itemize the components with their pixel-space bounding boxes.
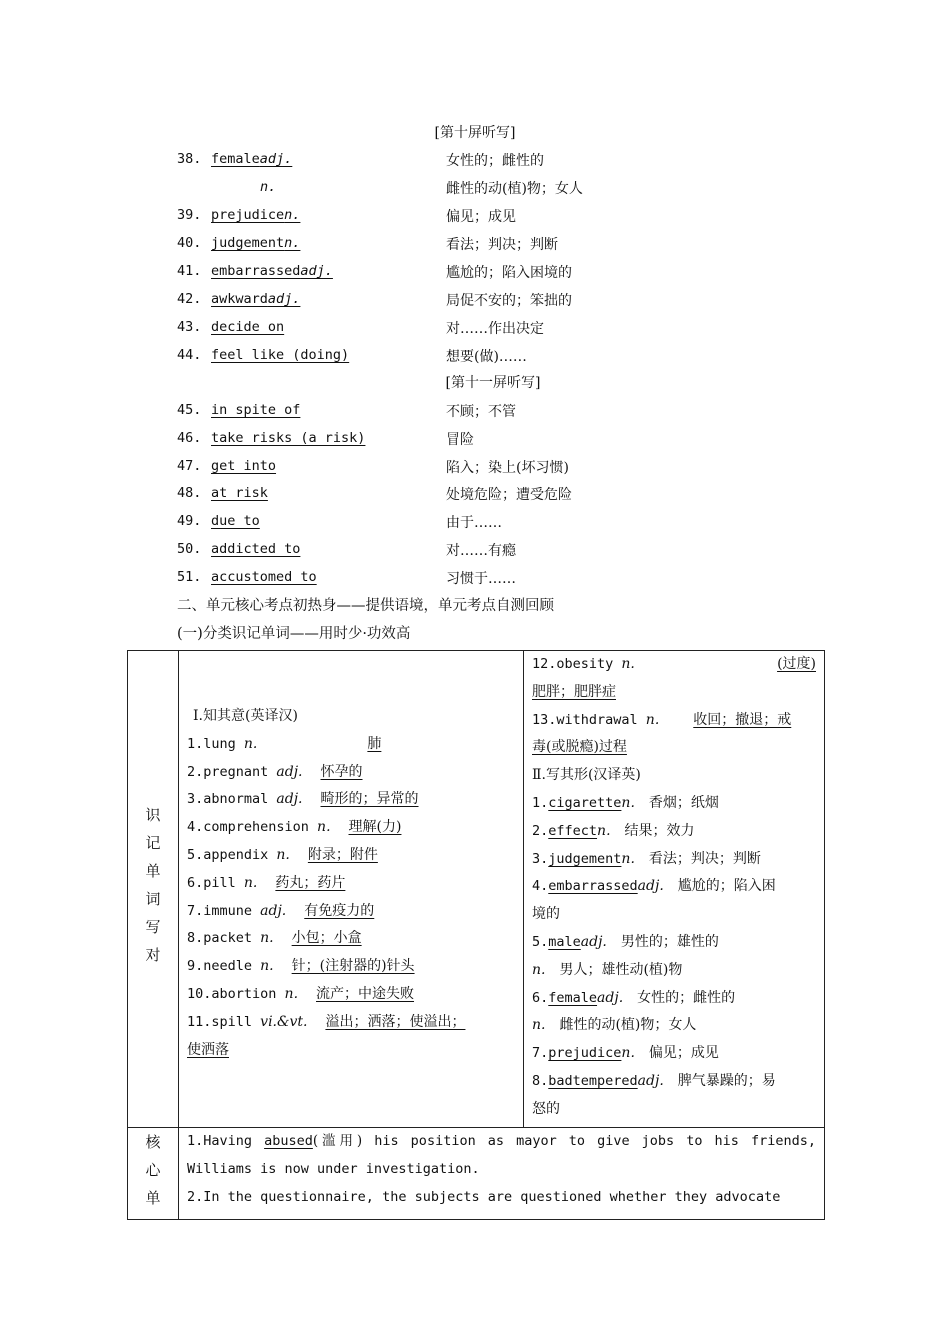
right-top-item — [532, 651, 816, 679]
item-english: at risk — [211, 485, 268, 502]
item-number: 45. — [177, 402, 202, 418]
right-column — [524, 651, 825, 1128]
word: 2.pregnant — [187, 763, 277, 780]
right-item — [532, 929, 816, 957]
item-number: 2. — [532, 822, 549, 839]
part-of-speech: n. — [260, 179, 277, 195]
term: decide on — [211, 319, 285, 335]
term: judgement — [211, 235, 285, 251]
item-number: 48. — [177, 485, 202, 502]
item-english — [211, 151, 292, 167]
item-english: addicted to — [211, 541, 301, 557]
item-number: 5. — [532, 933, 549, 950]
chinese: 看法；判决；判断 — [648, 850, 761, 867]
right-top-item — [532, 707, 816, 735]
term: feel like (doing) — [211, 347, 350, 363]
side-label-recite — [128, 651, 179, 1128]
left-item — [187, 842, 515, 870]
part-of-speech: adj. — [259, 151, 293, 167]
part-of-speech: n. — [260, 930, 274, 947]
chinese-continued: 境的 — [532, 906, 560, 923]
chinese: 尴尬的；陷入困 — [677, 878, 776, 895]
part-of-speech: n. — [621, 794, 635, 811]
answer: badtempered — [548, 1072, 638, 1089]
left-item — [187, 898, 515, 926]
word: 9.needle — [187, 958, 261, 975]
side-char: 对 — [145, 946, 161, 964]
side-char: 写 — [145, 918, 161, 936]
side-char: 词 — [145, 890, 161, 908]
item-number: 7. — [532, 1045, 549, 1062]
chinese: 女性的；雌性的 — [637, 989, 736, 1006]
item-chinese: 想要(做)…… — [446, 349, 527, 365]
item-english: take risks (a risk) — [211, 429, 366, 446]
term: prejudice — [211, 207, 285, 223]
part-of-speech: adj. — [580, 933, 607, 950]
item-chinese: 看法；判决；判断 — [446, 237, 558, 253]
term: female — [211, 151, 260, 167]
right-item — [532, 1068, 816, 1096]
word: 1.lung — [187, 735, 244, 752]
item-chinese: 偏见；成见 — [446, 209, 516, 225]
answer: 怀孕的 — [320, 763, 363, 780]
item-number: 38. — [177, 151, 202, 167]
item-chinese: 雌性的动(植)物；女人 — [446, 181, 583, 197]
word: 7.immune — [187, 902, 261, 919]
right-item — [532, 1040, 816, 1068]
part-of-speech: n. — [621, 1045, 635, 1062]
right-title: Ⅱ.写其形(汉译英) — [532, 767, 641, 784]
item-chinese: 不顾；不管 — [446, 404, 516, 420]
item-number: 50. — [177, 541, 202, 557]
left-item — [187, 814, 515, 842]
item-number: 47. — [177, 457, 202, 474]
left-item — [187, 759, 515, 787]
answer: 理解(力) — [348, 819, 402, 836]
left-item — [187, 870, 515, 898]
item-english — [211, 207, 300, 223]
side-char: 心 — [145, 1161, 161, 1179]
item-english — [260, 179, 276, 195]
left-item — [187, 925, 515, 953]
word: 4.comprehension — [187, 819, 318, 836]
item-number: 43. — [177, 319, 202, 335]
item-number: 42. — [177, 291, 202, 307]
answer: 溢出；洒落；使溢出； — [325, 1013, 466, 1030]
sentence-2: 2.In the questionnaire, the subjects are questioned whether they advocate — [187, 1188, 781, 1205]
item-number: 39. — [177, 207, 202, 223]
part-of-speech: n. — [597, 822, 611, 839]
left-item — [187, 953, 515, 981]
chinese: 香烟；纸烟 — [648, 794, 719, 811]
part-of-speech: n. — [621, 656, 635, 672]
chinese: 结果；效力 — [624, 822, 695, 839]
item-number: 4. — [532, 878, 549, 895]
chinese: 男人；雄性动(植)物 — [559, 961, 683, 978]
right-item-line2 — [532, 1012, 816, 1040]
chinese: 雌性的动(植)物；女人 — [559, 1017, 697, 1034]
left-item — [187, 786, 515, 814]
left-item — [187, 981, 515, 1009]
part-of-speech: n. — [284, 207, 301, 223]
right-item — [532, 985, 816, 1013]
item-chinese: 尴尬的；陷入困境的 — [446, 265, 572, 281]
item-english — [211, 263, 333, 279]
word: 11.spill — [187, 1013, 261, 1030]
part-of-speech: n. — [260, 958, 274, 975]
left-title: Ⅰ.知其意(英译汉) — [193, 708, 298, 724]
term: embarrassed — [211, 263, 301, 279]
answer: 药丸；药片 — [275, 874, 346, 891]
item-chinese: 对……作出决定 — [446, 321, 544, 337]
part-of-speech: n. — [276, 846, 290, 863]
right-item — [532, 873, 816, 901]
right-item — [532, 818, 816, 846]
item-chinese: 陷入；染上(坏习惯) — [446, 459, 569, 476]
item-chinese: 习惯于…… — [446, 570, 516, 587]
chinese: 脾气暴躁的；易 — [677, 1072, 776, 1089]
side-char: 记 — [145, 834, 161, 852]
part-of-speech: vi.&vt. — [260, 1013, 308, 1030]
vocab-table — [127, 650, 825, 1220]
item-chinese: 处境危险；遭受危险 — [446, 487, 572, 504]
answer: 肺 — [367, 735, 382, 752]
answer: 有免疫力的 — [304, 902, 375, 919]
item-number: 8. — [532, 1072, 549, 1089]
part2-heading: 二、单元核心考点初热身——提供语境，单元考点自测回顾 — [177, 598, 554, 614]
answer: prejudice — [548, 1045, 622, 1062]
part-of-speech: adj. — [597, 989, 624, 1006]
answer: (过度) — [777, 656, 816, 672]
answer: 附录；附件 — [307, 846, 378, 863]
item-english — [211, 235, 300, 251]
answer: 畸形的；异常的 — [320, 791, 419, 808]
item-number: 40. — [177, 235, 202, 251]
part-of-speech: n. — [532, 961, 546, 978]
left-column — [179, 651, 524, 1128]
chinese: 偏见；成见 — [648, 1045, 719, 1062]
sentence-1: 1.Having abused(滥用) his position as mayor to give jobs to his friends, Williams is now under investigation. — [187, 1133, 816, 1177]
part-of-speech: n. — [645, 711, 660, 728]
word: 8.packet — [187, 930, 261, 947]
answer: 收回；撤退；戒 — [693, 711, 792, 728]
item-english: accustomed to — [211, 568, 317, 585]
part-of-speech: adj. — [260, 902, 287, 919]
part-of-speech: n. — [317, 819, 331, 836]
item-chinese: 对……有瘾 — [446, 543, 516, 559]
answer: cigarette — [548, 794, 622, 811]
answer: 小包；小盒 — [291, 930, 362, 947]
part-of-speech: adj. — [637, 878, 664, 895]
item-english: get into — [211, 457, 277, 474]
right-item — [532, 790, 816, 818]
side-char: 核 — [145, 1133, 161, 1151]
answer: female — [548, 989, 598, 1006]
answer-continued: 使洒落 — [187, 1041, 229, 1058]
word: 3.abnormal — [187, 791, 277, 808]
answer-abused: abused — [264, 1133, 313, 1149]
part-of-speech: n. — [243, 735, 258, 752]
answer: judgement — [548, 850, 622, 867]
part-of-speech: adj. — [267, 291, 301, 307]
answer: 流产；中途失败 — [316, 985, 415, 1002]
left-item — [187, 1009, 515, 1037]
item-chinese: 冒险 — [446, 431, 474, 448]
answer: male — [548, 933, 581, 950]
item-number: 3. — [532, 850, 549, 867]
chinese: 男性的；雄性的 — [620, 933, 719, 950]
word: 12.obesity — [532, 656, 622, 672]
term: awkward — [211, 291, 268, 307]
sentence-cell — [179, 1128, 825, 1220]
word: 5.appendix — [187, 846, 277, 863]
answer: embarrassed — [548, 878, 638, 895]
part-of-speech: n. — [243, 874, 258, 891]
part2-subheading: (一)分类识记单词——用时少·功效高 — [177, 626, 411, 642]
word: 6.pill — [187, 874, 244, 891]
section10-heading: [第十屏听写] — [434, 125, 516, 141]
part-of-speech: adj. — [637, 1072, 664, 1089]
right-item — [532, 846, 816, 874]
item-number: 1. — [532, 794, 549, 811]
word: 10.abortion — [187, 985, 285, 1002]
section11-heading: [第十一屏听写] — [445, 375, 541, 391]
part-of-speech: adj. — [300, 263, 333, 279]
word: 13.withdrawal — [532, 711, 646, 728]
side-char: 单 — [145, 862, 161, 880]
left-item — [187, 731, 515, 759]
item-number: 41. — [177, 263, 202, 279]
answer-continued: 毒(或脱瘾)过程 — [532, 739, 627, 756]
item-number: 49. — [177, 513, 202, 530]
item-chinese: 局促不安的；笨拙的 — [446, 293, 572, 309]
side-char: 单 — [145, 1189, 161, 1207]
item-english — [211, 347, 349, 363]
right-item-line2 — [532, 957, 816, 985]
part-of-speech: n. — [621, 850, 635, 867]
item-number: 44. — [177, 347, 202, 363]
item-number: 51. — [177, 568, 202, 585]
chinese-continued: 怒的 — [532, 1100, 560, 1117]
part-of-speech: n. — [284, 235, 301, 251]
item-english: in spite of — [211, 402, 301, 418]
item-english — [211, 291, 300, 307]
part-of-speech: n. — [532, 1017, 546, 1034]
side-char: 识 — [145, 806, 161, 824]
answer-continued: 肥胖；肥胖症 — [532, 683, 616, 700]
item-chinese: 女性的；雌性的 — [446, 153, 544, 169]
part-of-speech: adj. — [276, 791, 303, 808]
answer: 针；(注射器的)针头 — [291, 958, 415, 975]
item-english — [211, 319, 284, 335]
item-number: 46. — [177, 429, 202, 446]
item-chinese: 由于…… — [446, 515, 502, 532]
answer: effect — [548, 822, 598, 839]
part-of-speech: adj. — [276, 763, 303, 780]
side-label-core — [128, 1128, 179, 1220]
item-number: 6. — [532, 989, 549, 1006]
part-of-speech: n. — [284, 985, 299, 1002]
item-english: due to — [211, 513, 260, 530]
